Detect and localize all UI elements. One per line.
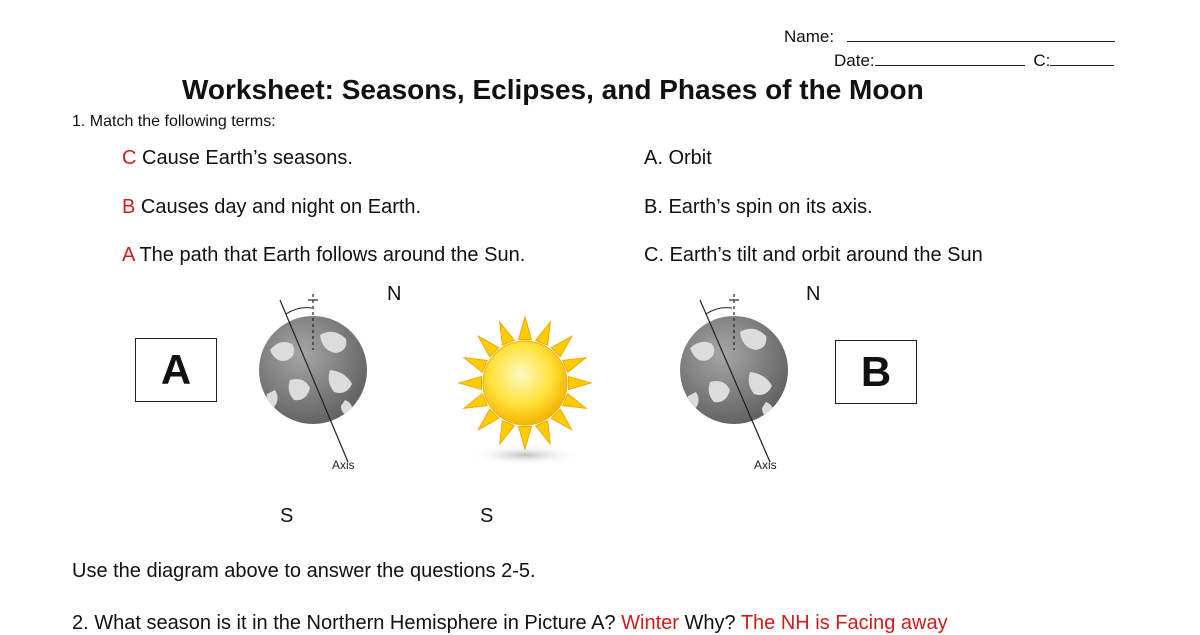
- tilt-arc-a: [286, 308, 312, 314]
- sun-ray: [563, 394, 586, 409]
- sun-ray: [500, 421, 515, 444]
- question-2-why: Why?: [678, 612, 741, 634]
- match-answer-1: C: [122, 147, 137, 169]
- question-2-answer: Winter: [621, 612, 679, 634]
- date-label: Date:: [834, 51, 875, 70]
- tilt-arc-b: [706, 308, 732, 314]
- sun-ray: [563, 358, 586, 373]
- sun-ray: [459, 377, 481, 390]
- match-text-2: Causes day and night on Earth.: [135, 196, 422, 218]
- sun-ray: [536, 421, 551, 444]
- name-field: [784, 27, 1115, 47]
- axis-label-b: Axis: [754, 458, 777, 472]
- question-2-reason: The NH is Facing away: [740, 612, 948, 634]
- sun-icon: [455, 325, 595, 470]
- match-text-3: The path that Earth follows around the Sun.: [134, 244, 526, 266]
- match-answer-2: B: [122, 196, 136, 218]
- sun-ray: [569, 377, 591, 390]
- date-class-field: [834, 51, 1114, 71]
- date-blank[interactable]: [875, 64, 1025, 66]
- match-option-b: B. Earth’s spin on its axis.: [644, 196, 873, 218]
- class-blank[interactable]: [1050, 64, 1114, 66]
- worksheet-title: Worksheet: Seasons, Eclipses, and Phases of the Moon: [182, 74, 924, 105]
- sun-ray: [464, 358, 487, 373]
- picture-b-box: [835, 340, 917, 404]
- south-label-right: S: [480, 505, 494, 527]
- sun-core: [483, 341, 567, 425]
- picture-a-box: [135, 338, 217, 402]
- question-1-prompt: 1. Match the following terms:: [72, 113, 276, 130]
- match-item-2: [122, 196, 421, 219]
- match-item-1: [122, 147, 353, 170]
- match-text-1: Cause Earth’s seasons.: [136, 147, 353, 169]
- picture-a-label: A: [160, 346, 192, 393]
- axis-label-a: Axis: [332, 458, 355, 472]
- match-answer-3: A: [122, 244, 135, 266]
- sun-ray: [500, 322, 515, 345]
- picture-b-label: B: [860, 348, 892, 395]
- earth-b-illustration: [672, 290, 802, 480]
- match-option-c: C. Earth’s tilt and orbit around the Sun: [644, 244, 983, 266]
- earth-a-illustration: [250, 290, 380, 480]
- match-option-a: A. Orbit: [644, 147, 712, 169]
- match-item-3: [122, 244, 525, 267]
- north-label-right: N: [806, 283, 821, 305]
- name-label: Name:: [784, 27, 835, 46]
- sun-ray: [464, 394, 487, 409]
- north-label-left: N: [387, 283, 402, 305]
- sun-ray: [519, 317, 532, 339]
- class-label: C:: [1033, 51, 1051, 70]
- question-2: [72, 612, 948, 635]
- question-2-prefix: 2. What season is it in the Northern Hemisphere in Picture A?: [72, 612, 622, 634]
- name-blank[interactable]: [847, 40, 1115, 42]
- diagram-instructions: Use the diagram above to answer the questions 2-5.: [72, 560, 536, 582]
- sun-ray: [536, 322, 551, 345]
- south-label-left: S: [280, 505, 294, 527]
